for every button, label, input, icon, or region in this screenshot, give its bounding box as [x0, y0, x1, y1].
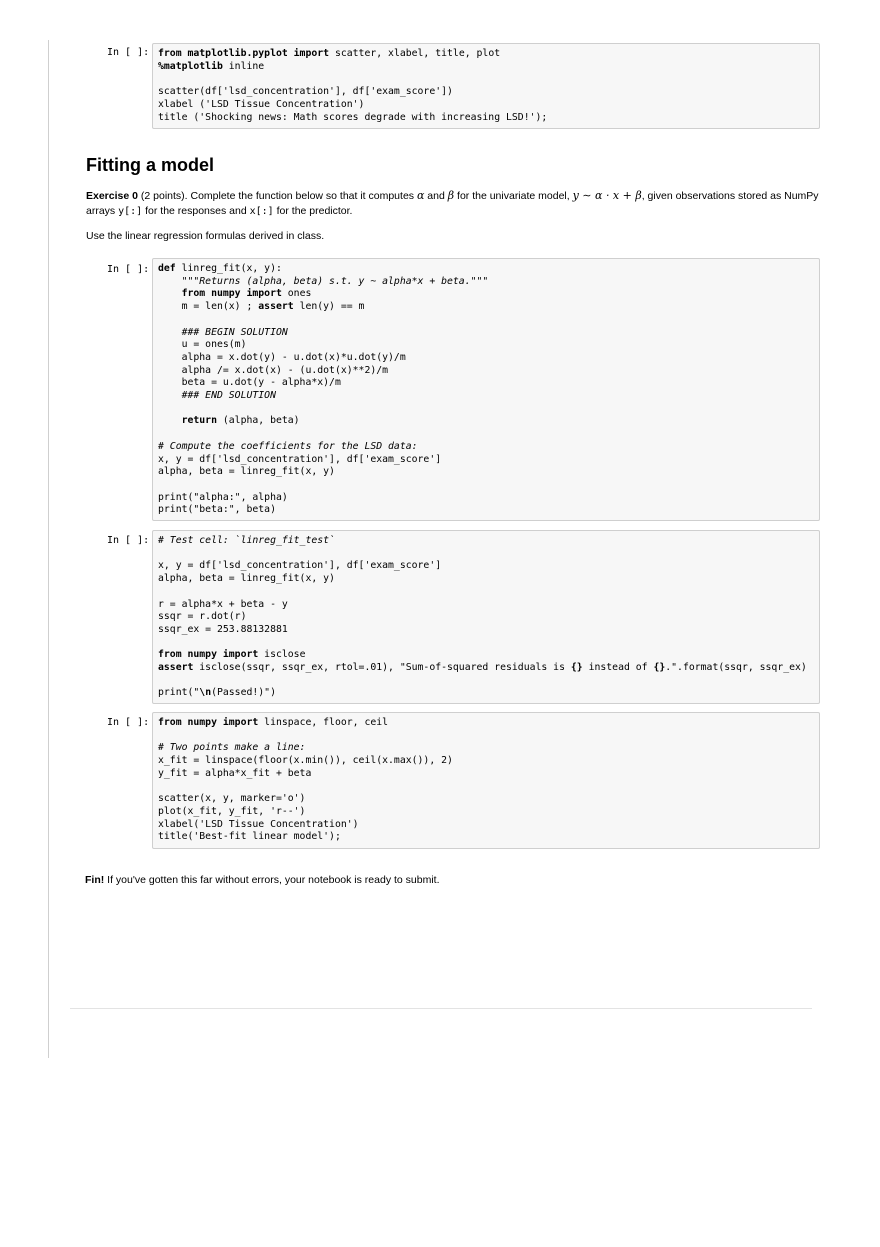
fin-paragraph — [85, 873, 825, 888]
code-token: instead of — [582, 662, 654, 674]
code-token: xlabel ('LSD Tissue Concentration') — [158, 98, 365, 110]
code-token: from matplotlib.pyplot import — [158, 48, 330, 59]
code-token: # Two points make a line: — [158, 742, 306, 754]
code-token: ### END SOLUTION — [158, 390, 276, 402]
exercise-text-3: , given observations stored as NumPy arrays — [86, 190, 819, 217]
exercise-note: Use the linear regression formulas derived in class. — [86, 230, 325, 242]
exercise-label: Exercise 0 — [86, 190, 138, 202]
code-token: \n — [199, 687, 212, 699]
code-cell-1[interactable] — [152, 43, 820, 129]
code-token: from numpy import — [181, 288, 282, 300]
code-token: from numpy import — [158, 717, 259, 728]
code-token: (Passed!)") — [211, 687, 276, 699]
code-cell-3-source — [158, 535, 814, 700]
exercise-text-4: for the responses and — [142, 205, 250, 217]
code-token: """Returns (alpha, beta) s.t. y ~ alpha*x + beta.""" — [158, 275, 489, 287]
exercise-text-2: for the univariate model, — [454, 190, 573, 202]
code-token: isclose — [258, 649, 306, 661]
code-token: r = alpha*x + beta - y — [158, 598, 288, 610]
cell-3-prompt: In [ ]: — [107, 535, 150, 546]
x-code: x[:] — [249, 206, 274, 217]
code-token: y_fit = alpha*x_fit + beta — [158, 767, 312, 779]
code-token: from numpy import — [158, 649, 259, 661]
exercise-text-1: (2 points). Complete the function below so that it computes — [137, 190, 417, 202]
fin-text: If you've gotten this far without errors, your notebook is ready to submit. — [104, 874, 440, 886]
code-token: plot(x_fit, y_fit, 'r--') — [158, 805, 306, 817]
exercise-text-5: for the predictor. — [273, 205, 353, 217]
fin-label: Fin! — [85, 874, 105, 886]
code-cell-2[interactable] — [152, 258, 820, 521]
code-token: {} — [653, 662, 666, 674]
code-token: print(" — [158, 687, 200, 699]
code-token: ### BEGIN SOLUTION — [158, 326, 288, 338]
y-code: y[:] — [118, 206, 143, 217]
code-token: title('Best-fit linear model'); — [158, 831, 341, 843]
code-token: scatter(x, y, marker='o') — [158, 793, 306, 805]
notebook-left-rule — [48, 40, 49, 1058]
code-token: linreg_fit(x, y): — [175, 263, 282, 274]
cell-2-prompt: In [ ]: — [107, 264, 150, 275]
code-token: .".format(ssqr, ssqr_ex) — [665, 662, 807, 674]
code-token: alpha, beta = linreg_fit(x, y) — [158, 466, 335, 478]
cell-1-prompt: In [ ]: — [107, 47, 150, 58]
code-token: assert — [158, 662, 194, 674]
code-token: inline — [222, 60, 265, 72]
code-token: beta = u.dot(y - alpha*x)/m — [158, 377, 341, 389]
code-token: # Test cell: `linreg_fit_test` — [158, 535, 335, 546]
page-bottom-rule — [70, 1008, 812, 1009]
code-token: print("alpha:", alpha) — [158, 491, 288, 503]
code-token: ssqr_ex = 253.88132881 — [158, 623, 288, 635]
code-token: m = len(x) ; — [158, 301, 259, 313]
code-cell-4[interactable] — [152, 712, 820, 849]
code-token: scatter, xlabel, title, plot — [329, 48, 501, 59]
code-token: ones — [281, 288, 312, 300]
code-token: return — [181, 415, 217, 427]
code-cell-2-source — [158, 263, 814, 517]
beta-symbol: β — [447, 189, 455, 202]
code-token: x, y = df['lsd_concentration'], df['exam_score'] — [158, 560, 442, 572]
code-token: u = ones(m) — [158, 339, 247, 351]
code-token: linspace, floor, ceil — [258, 717, 389, 728]
code-token: (alpha, beta) — [216, 415, 300, 427]
code-token: scatter(df['lsd_concentration'], df['exam_score']) — [158, 86, 453, 98]
code-token: alpha, beta = linreg_fit(x, y) — [158, 573, 335, 585]
code-token: title ('Shocking news: Math scores degrade with increasing LSD!'); — [158, 111, 548, 123]
code-token: # Compute the coefficients for the LSD data: — [158, 440, 418, 452]
code-token: alpha /= x.dot(x) - (u.dot(x)**2)/m — [158, 364, 389, 376]
code-token: {} — [570, 662, 583, 674]
model-formula: y ∼ α · x + β — [572, 189, 642, 202]
code-token: x_fit = linspace(floor(x.min()), ceil(x.max()), 2) — [158, 755, 453, 767]
code-token: alpha = x.dot(y) - u.dot(x)*u.dot(y)/m — [158, 351, 406, 363]
code-cell-4-source — [158, 717, 814, 844]
code-token: assert — [258, 301, 294, 313]
code-token: ssqr = r.dot(r) — [158, 611, 247, 623]
section-heading: Fitting a model — [86, 155, 214, 175]
exercise-paragraph — [86, 188, 826, 219]
and-text: and — [424, 190, 448, 202]
code-token — [158, 415, 182, 426]
code-token: isclose(ssqr, ssqr_ex, rtol=.01), "Sum-of-squared residuals is — [193, 662, 571, 674]
code-token — [158, 288, 182, 299]
cell-4-prompt: In [ ]: — [107, 717, 150, 728]
markdown-section — [86, 155, 826, 175]
code-token: xlabel('LSD Tissue Concentration') — [158, 818, 359, 830]
code-cell-3[interactable] — [152, 530, 820, 704]
code-token: def — [158, 263, 176, 274]
code-token: print("beta:", beta) — [158, 504, 276, 516]
code-cell-1-source — [158, 48, 814, 124]
alpha-symbol: α — [416, 189, 425, 202]
code-token: %matplotlib — [158, 60, 223, 72]
code-token: len(y) == m — [293, 301, 365, 313]
code-token: x, y = df['lsd_concentration'], df['exam_score'] — [158, 453, 442, 465]
